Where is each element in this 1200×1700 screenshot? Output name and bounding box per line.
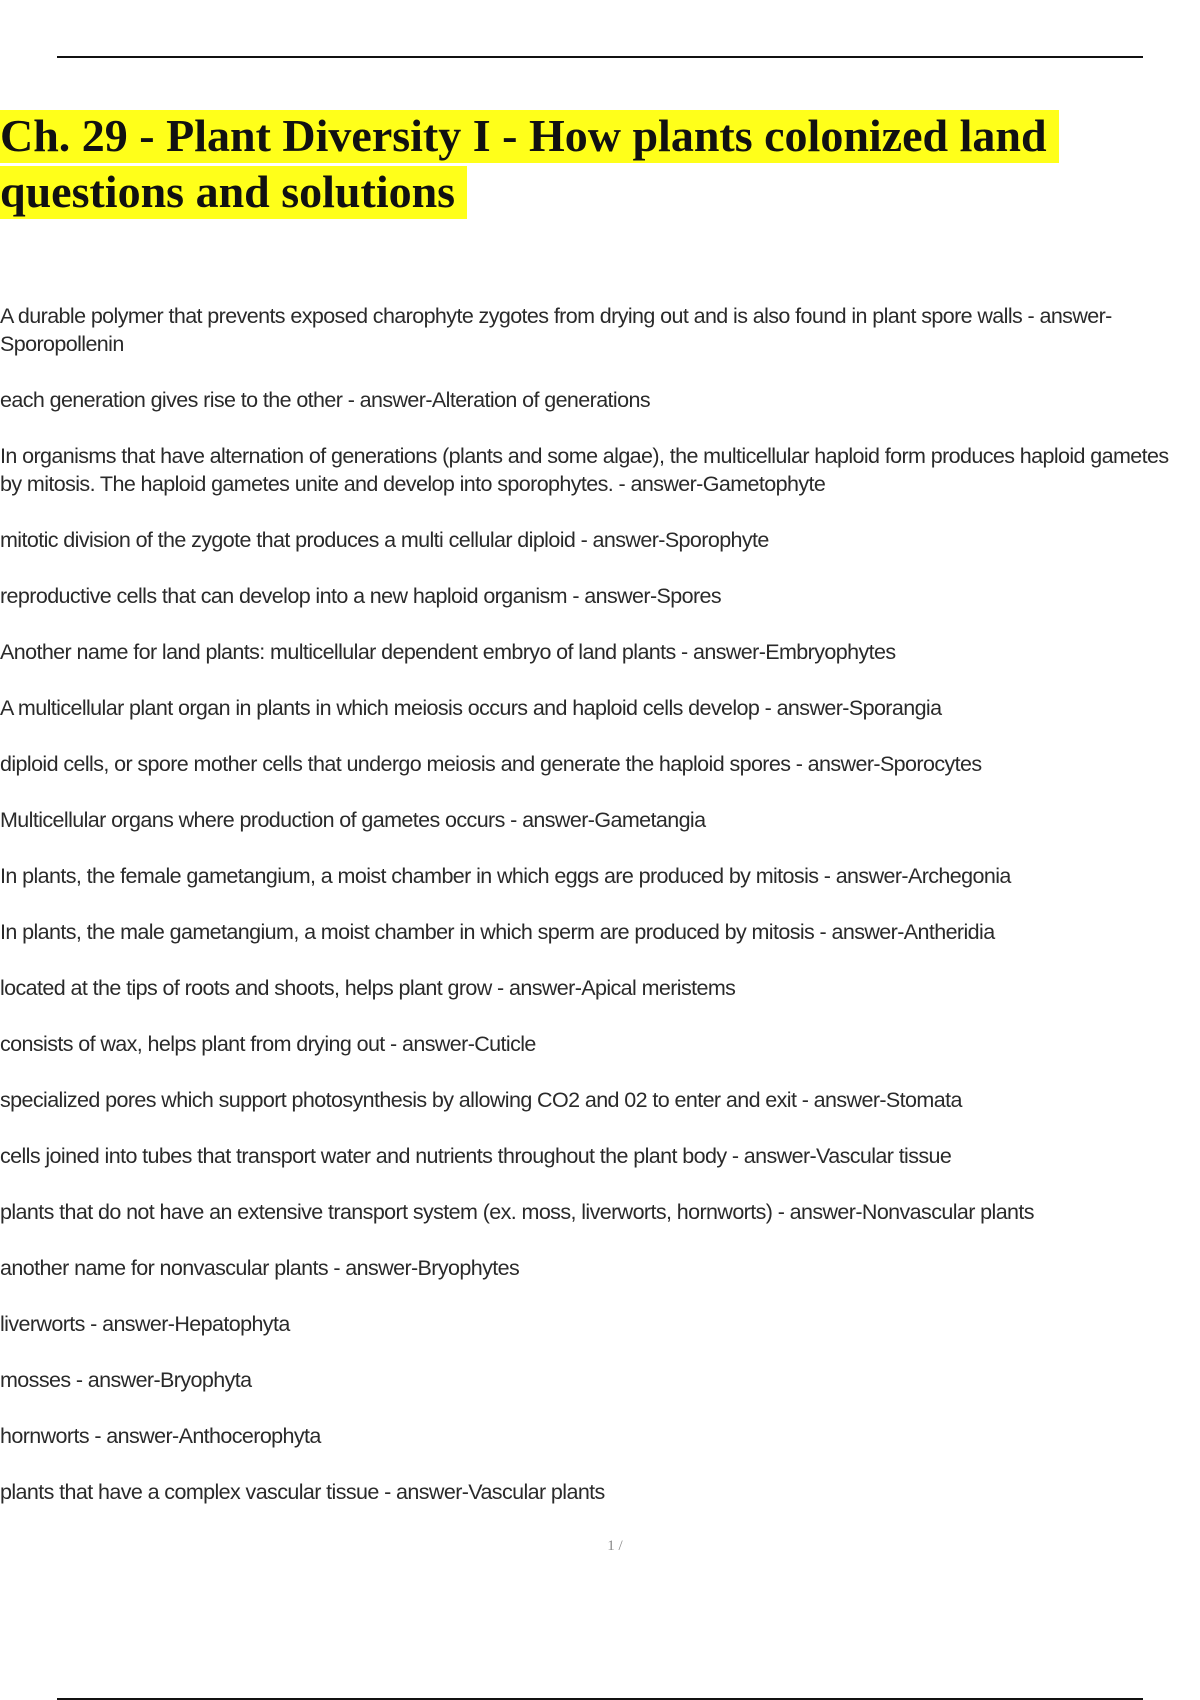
qa-item: each generation gives rise to the other - answer-Alteration of generations	[0, 388, 650, 412]
qa-item: liverworts - answer-Hepatophyta	[0, 1312, 290, 1336]
qa-item: A durable polymer that prevents exposed charophyte zygotes from drying out and is also found in plant spore walls - answer-Sporopollenin	[0, 304, 1112, 356]
qa-item: In plants, the female gametangium, a moist chamber in which eggs are produced by mitosis - answer-Archegonia	[0, 864, 1011, 888]
page-number: 1 /	[607, 1538, 623, 1554]
qa-item: diploid cells, or spore mother cells that undergo meiosis and generate the haploid spores - answer-Sporocytes	[0, 752, 982, 776]
qa-item: plants that have a complex vascular tissue - answer-Vascular plants	[0, 1480, 605, 1504]
qa-item: located at the tips of roots and shoots, helps plant grow - answer-Apical meristems	[0, 976, 736, 1000]
qa-item: mosses - answer-Bryophyta	[0, 1368, 252, 1392]
qa-item: consists of wax, helps plant from drying out - answer-Cuticle	[0, 1032, 536, 1056]
qa-item: reproductive cells that can develop into a new haploid organism - answer-Spores	[0, 584, 722, 608]
qa-item: mitotic division of the zygote that produces a multi cellular diploid - answer-Sporophyte	[0, 528, 769, 552]
qa-item: A multicellular plant organ in plants in which meiosis occurs and haploid cells develop - answer-Sporangia	[0, 696, 942, 720]
qa-item: Another name for land plants: multicellular dependent embryo of land plants - answer-Embryophytes	[0, 640, 896, 664]
qa-item: specialized pores which support photosynthesis by allowing CO2 and 02 to enter and exit - answer-Stomata	[0, 1088, 962, 1112]
qa-item: In plants, the male gametangium, a moist chamber in which sperm are produced by mitosis - answer-Antheridia	[0, 920, 995, 944]
title-highlight: Ch. 29 - Plant Diversity I - How plants colonized land questions and solutions	[0, 110, 1059, 219]
qa-item: hornworts - answer-Anthocerophyta	[0, 1424, 321, 1448]
document-title	[0, 108, 1140, 220]
qa-item: In organisms that have alternation of generations (plants and some algae), the multicellular haploid form produces haploid gametes by mitosis. The haploid gametes unite and develop into sporophytes. - answer-Gametophyte	[0, 444, 1169, 496]
header-rule	[57, 56, 1143, 58]
qa-item: plants that do not have an extensive transport system (ex. moss, liverworts, hornworts) - answer-Nonvascular plants	[0, 1200, 1034, 1224]
qa-item: Multicellular organs where production of gametes occurs - answer-Gametangia	[0, 808, 706, 832]
qa-item: cells joined into tubes that transport water and nutrients throughout the plant body - answer-Vascular tissue	[0, 1144, 952, 1168]
qa-item: another name for nonvascular plants - answer-Bryophytes	[0, 1256, 520, 1280]
qa-list	[0, 302, 1195, 1534]
